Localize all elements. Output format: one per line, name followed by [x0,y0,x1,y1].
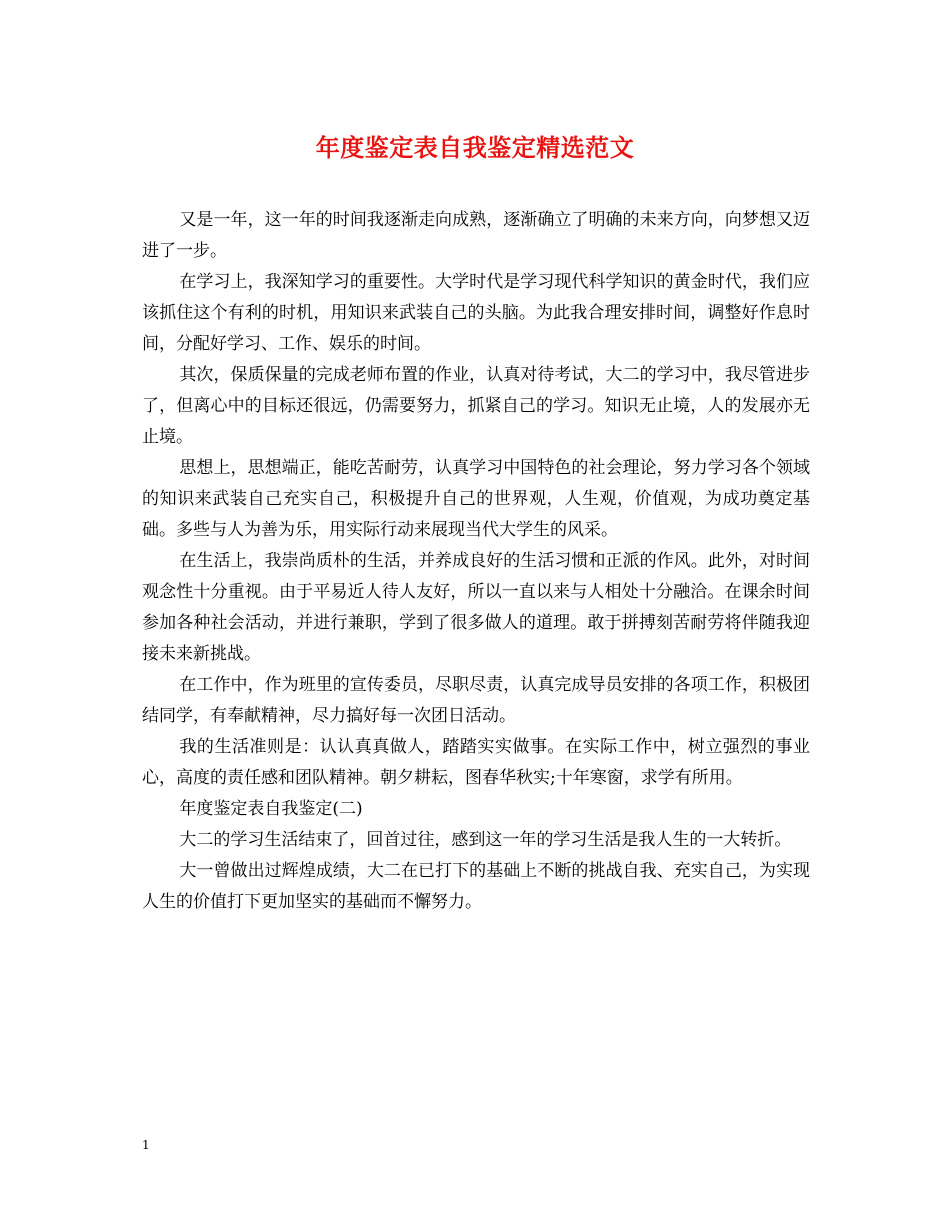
paragraph: 我的生活准则是：认认真真做人，踏踏实实做事。在实际工作中，树立强烈的事业心，高度的责任感和团队精神。朝夕耕耘，图春华秋实;十年寒窗，求学有所用。 [142,737,810,788]
page-number: 1 [142,1138,150,1152]
paragraph: 在学习上，我深知学习的重要性。大学时代是学习现代科学知识的黄金时代，我们应该抓住这个有利的时机，用知识来武装自己的头脑。为此我合理安排时间，调整好作息时间，分配好学习、工作、娱乐的时间。 [142,272,810,354]
paragraph: 思想上，思想端正，能吃苦耐劳，认真学习中国特色的社会理论，努力学习各个领域的知识来武装自己充实自己，积极提升自己的世界观，人生观，价值观，为成功奠定基础。多些与人为善为乐，用实际行动来展现当代大学生的风采。 [142,458,810,540]
paragraph: 大二的学习生活结束了，回首过往，感到这一年的学习生活是我人生的一大转折。 [179,830,792,850]
paragraph: 大一曾做出过辉煌成绩，大二在已打下的基础上不断的挑战自我、充实自己，为实现人生的价值打下更加坚实的基础而不懈努力。 [142,861,810,912]
paragraph: 在生活上，我崇尚质朴的生活，并养成良好的生活习惯和正派的作风。此外，对时间观念性十分重视。由于平易近人待人友好，所以一直以来与人相处十分融洽。在课余时间参加各种社会活动，并进行兼职，学到了很多做人的道理。敢于拼搏刻苦耐劳将伴随我迎接未来新挑战。 [142,551,810,664]
paragraph: 在工作中，作为班里的宣传委员，尽职尽责，认真完成导员安排的各项工作，积极团结同学，有奉献精神，尽力搞好每一次团日活动。 [142,675,810,726]
paragraph: 其次，保质保量的完成老师布置的作业，认真对待考试，大二的学习中，我尽管进步了，但离心中的目标还很远，仍需要努力，抓紧自己的学习。知识无止境，人的发展亦无止境。 [142,365,810,447]
document-title: 年度鉴定表自我鉴定精选范文 [315,133,635,162]
document-body [142,205,810,918]
section-heading: 年度鉴定表自我鉴定(二) [179,799,363,819]
paragraph: 又是一年，这一年的时间我逐渐走向成熟，逐渐确立了明确的未来方向，向梦想又迈进了一步。 [142,210,810,261]
